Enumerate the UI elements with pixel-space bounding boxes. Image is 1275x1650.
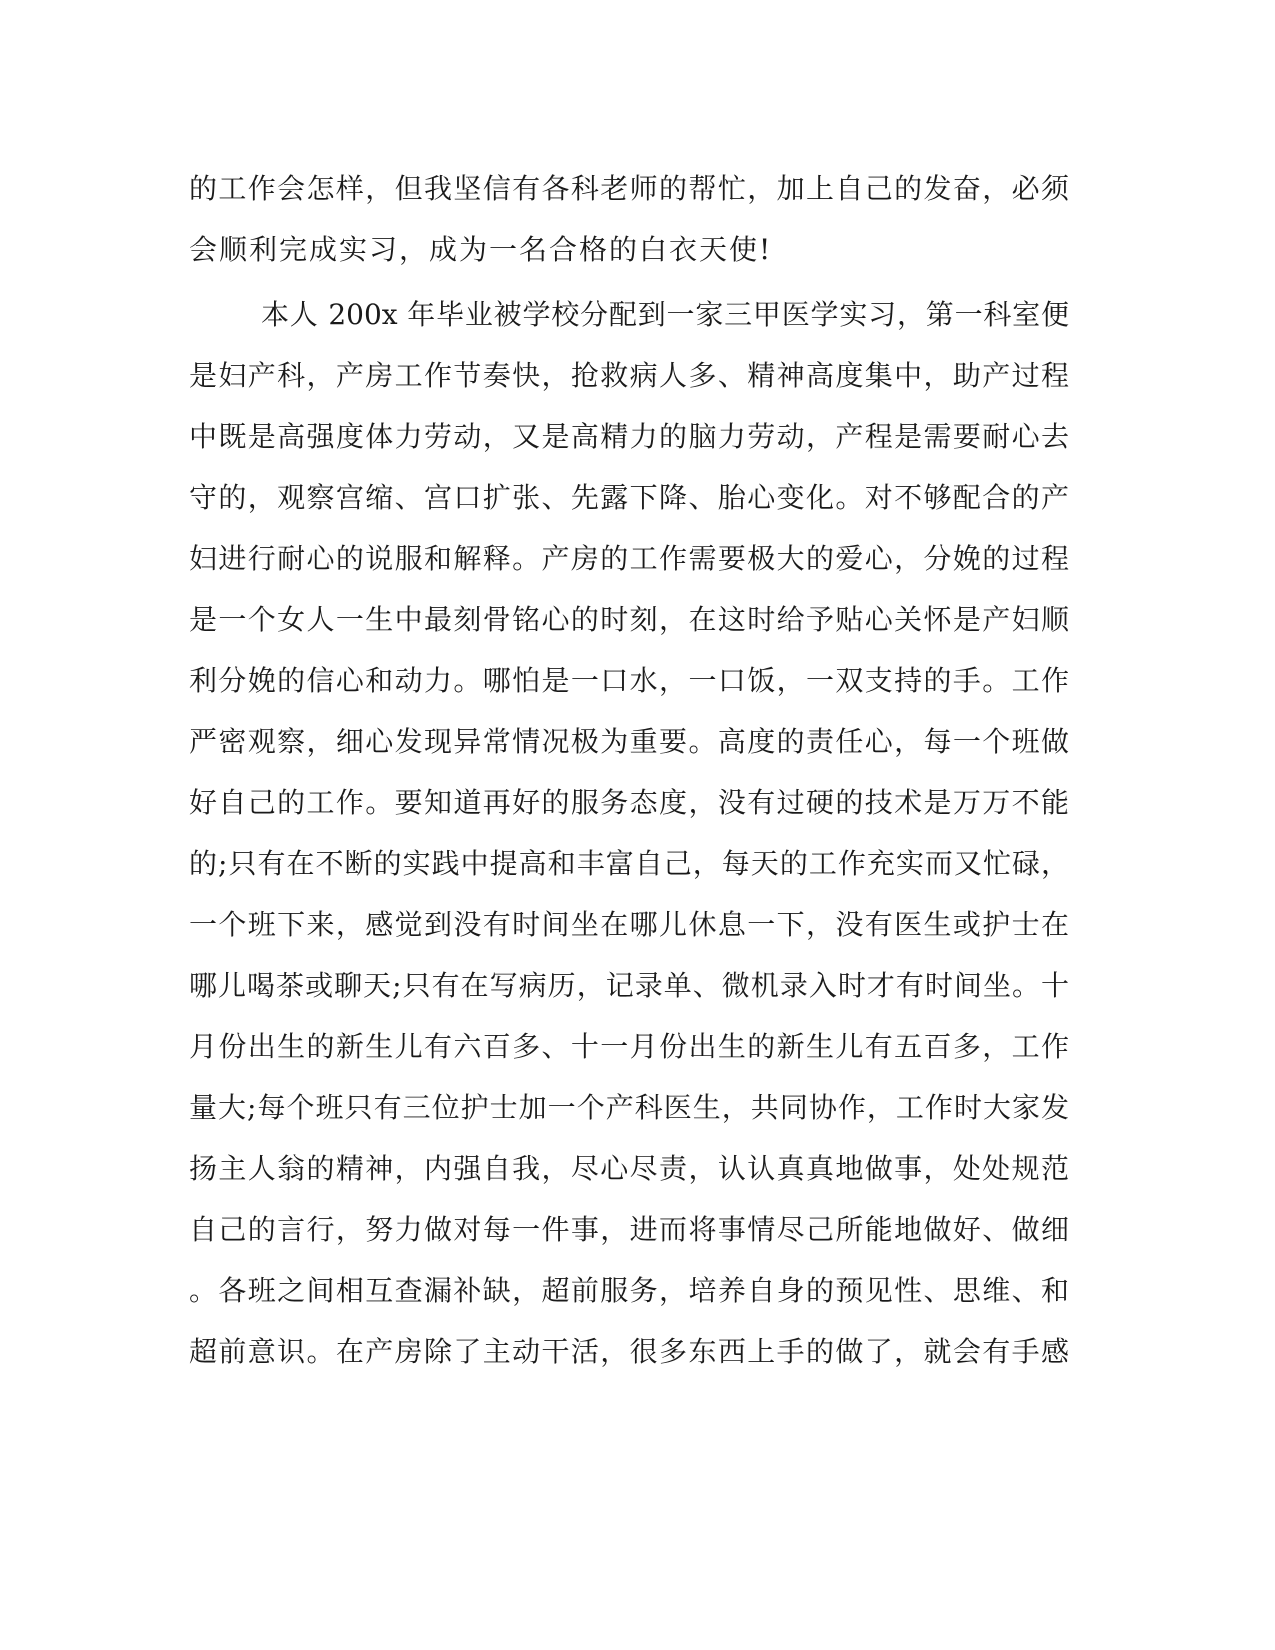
text-line: 哪儿喝茶或聊天;只有在写病历，记录单、微机录入时才有时间坐。十 <box>189 969 1069 1002</box>
text-line: 本人 200x 年毕业被学校分配到一家三甲医学实习，第一科室便 <box>261 298 1069 331</box>
body-text <box>189 158 1069 1382</box>
text-line: 利分娩的信心和动力。哪怕是一口水，一口饭，一双支持的手。工作 <box>189 664 1069 697</box>
text-line: 扬主人翁的精神，内强自我，尽心尽责，认认真真地做事，处处规范 <box>189 1152 1069 1185</box>
text-line: 。各班之间相互查漏补缺，超前服务，培养自身的预见性、思维、和 <box>189 1274 1069 1307</box>
text-line: 的工作会怎样，但我坚信有各科老师的帮忙，加上自己的发奋，必须 <box>189 172 1069 205</box>
text-line: 严密观察，细心发现异常情况极为重要。高度的责任心，每一个班做 <box>189 725 1069 758</box>
text-line: 月份出生的新生儿有六百多、十一月份出生的新生儿有五百多，工作 <box>189 1030 1069 1063</box>
text-line: 自己的言行，努力做对每一件事，进而将事情尽己所能地做好、做细 <box>189 1213 1069 1246</box>
text-line: 守的，观察宫缩、宫口扩张、先露下降、胎心变化。对不够配合的产 <box>189 481 1069 514</box>
text-line: 超前意识。在产房除了主动干活，很多东西上手的做了，就会有手感 <box>189 1335 1069 1368</box>
text-line: 是妇产科，产房工作节奏快，抢救病人多、精神高度集中，助产过程 <box>189 359 1069 392</box>
paragraph-2 <box>189 284 1069 1382</box>
text-line: 量大;每个班只有三位护士加一个产科医生，共同协作，工作时大家发 <box>189 1091 1069 1124</box>
text-line: 一个班下来，感觉到没有时间坐在哪儿休息一下，没有医生或护士在 <box>189 908 1069 941</box>
text-line: 的;只有在不断的实践中提高和丰富自己，每天的工作充实而又忙碌， <box>189 847 1069 880</box>
text-line: 妇进行耐心的说服和解释。产房的工作需要极大的爱心，分娩的过程 <box>189 542 1069 575</box>
text-line: 是一个女人一生中最刻骨铭心的时刻，在这时给予贴心关怀是产妇顺 <box>189 603 1069 636</box>
text-line: 好自己的工作。要知道再好的服务态度，没有过硬的技术是万万不能 <box>189 786 1069 819</box>
text-line: 会顺利完成实习，成为一名合格的白衣天使! <box>189 233 773 266</box>
text-line: 中既是高强度体力劳动，又是高精力的脑力劳动，产程是需要耐心去 <box>189 420 1069 453</box>
paragraph-1 <box>189 158 1069 280</box>
